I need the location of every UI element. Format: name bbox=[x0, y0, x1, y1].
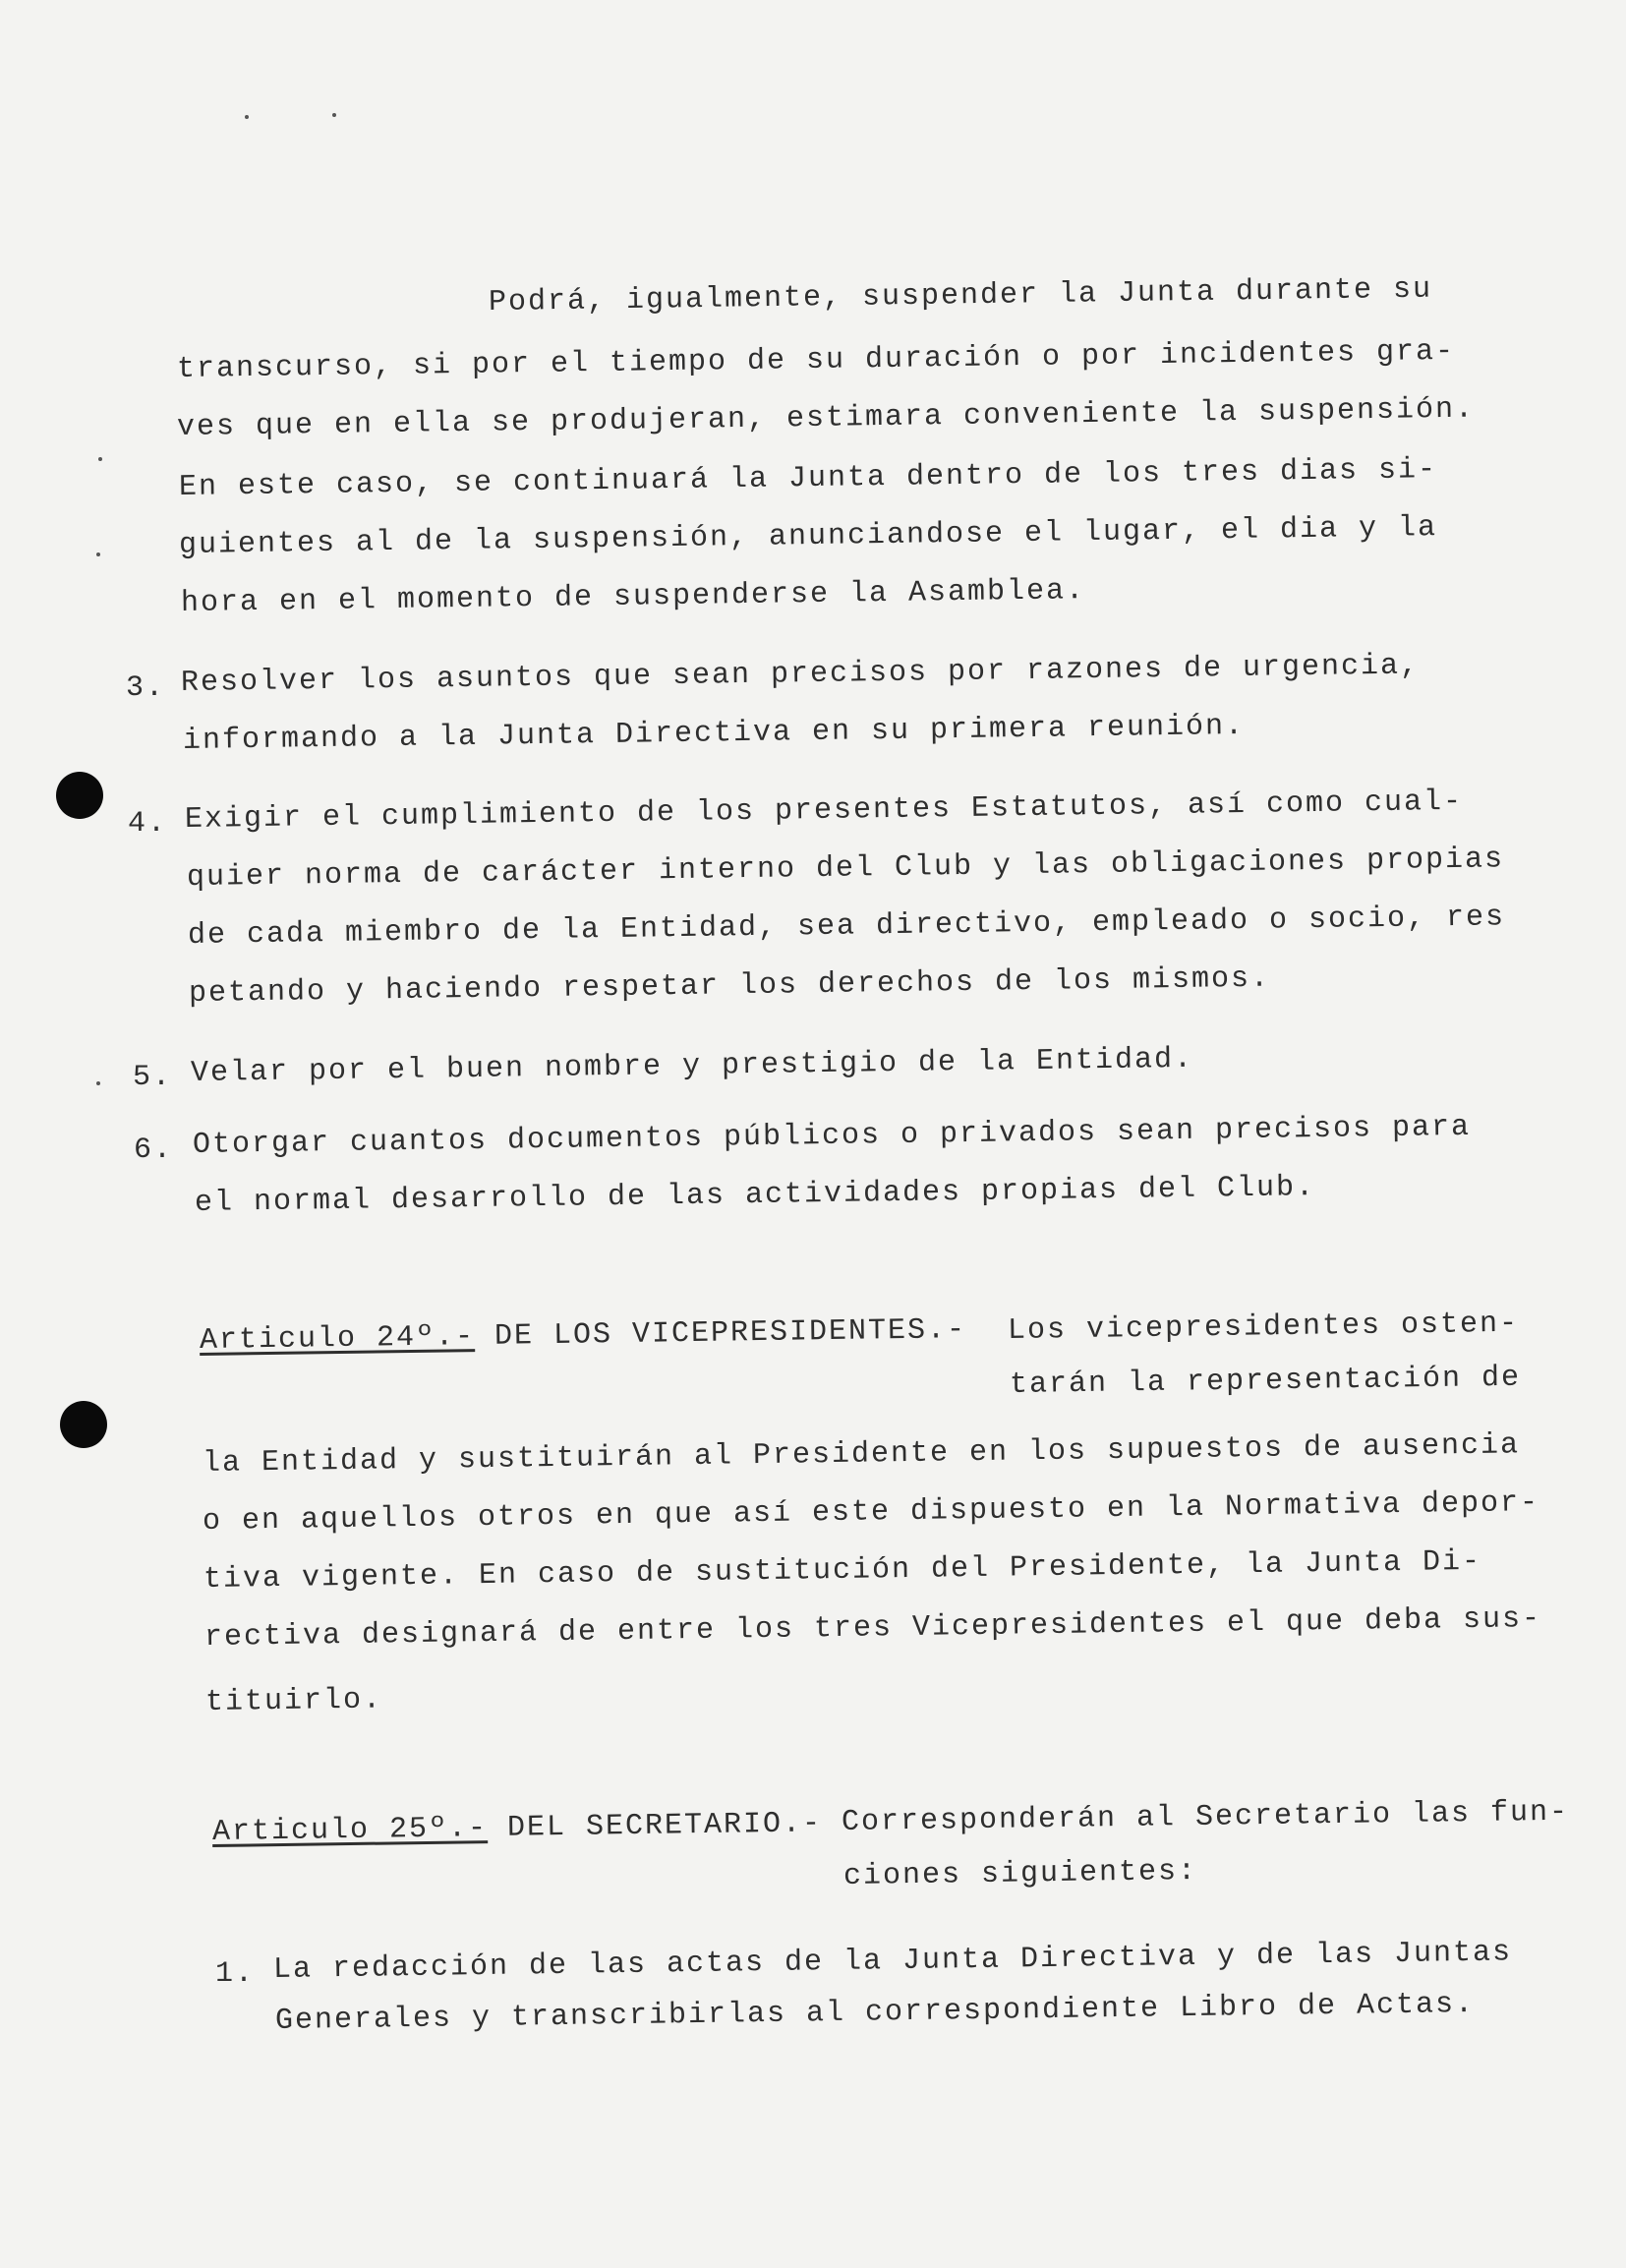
article-24-label: Articulo 24º.- bbox=[199, 1320, 476, 1358]
article-24-line: o en aquellos otros en que así este dispuesto en la Normativa depor- bbox=[202, 1486, 1540, 1539]
speck bbox=[96, 552, 100, 556]
article-25-label: Articulo 25º.- bbox=[211, 1812, 489, 1849]
list-number: 1. bbox=[215, 1957, 256, 1991]
list-item-line: Generales y transcribirlas al correspondiente Libro de Actas. bbox=[274, 1987, 1476, 2038]
list-number: 3. bbox=[126, 671, 166, 705]
paragraph-line: Podrá, igualmente, suspender la Junta durante su bbox=[488, 272, 1433, 320]
list-number: 6. bbox=[134, 1134, 174, 1167]
list-item-line: Exigir el cumplimiento de los presentes Estatutos, así como cual- bbox=[184, 785, 1464, 837]
article-24-line: tiva vigente. En caso de sustitución del Presidente, la Junta Di- bbox=[203, 1544, 1482, 1597]
list-item-line: La redacción de las actas de la Junta Directiva y de las Juntas bbox=[272, 1936, 1513, 1987]
speck bbox=[332, 113, 336, 117]
article-24-heading bbox=[200, 1312, 967, 1359]
list-number: 5. bbox=[133, 1061, 173, 1094]
list-item-line: petando y haciendo respetar los derechos de los mismos. bbox=[188, 961, 1271, 1011]
list-item-line: de cada miembro de la Entidad, sea directivo, empleado o socio, res bbox=[187, 901, 1506, 953]
speck bbox=[245, 115, 249, 119]
list-item-line: informando a la Junta Directiva en su primera reunión. bbox=[182, 709, 1246, 758]
paragraph-line: guientes al de la suspensión, anunciandose el lugar, el dia y la bbox=[178, 511, 1438, 562]
article-24-line: Los vicepresidentes osten- bbox=[1007, 1307, 1520, 1348]
punch-hole-bottom bbox=[60, 1401, 107, 1448]
speck bbox=[96, 1081, 100, 1085]
paragraph-line: En este caso, se continuará la Junta dentro de los tres dias si- bbox=[178, 453, 1438, 504]
list-item-line: Resolver los asuntos que sean precisos por razones de urgencia, bbox=[180, 649, 1421, 700]
article-25-line: Corresponderán al Secretario las fun- bbox=[841, 1795, 1570, 1839]
list-item-line: Velar por el buen nombre y prestigio de la Entidad. bbox=[190, 1042, 1194, 1090]
list-item-line: quier norma de carácter interno del Club y las obligaciones propias bbox=[186, 843, 1505, 895]
list-item-line: el normal desarrollo de las actividades propias del Club. bbox=[194, 1171, 1316, 1220]
article-25-line: ciones siguientes: bbox=[842, 1854, 1198, 1893]
article-24-line: tituirlo. bbox=[204, 1683, 383, 1719]
article-25-title: DEL SECRETARIO.- bbox=[506, 1807, 823, 1845]
punch-hole-top bbox=[56, 772, 103, 819]
article-24-line: la Entidad y sustituirán al Presidente en los supuestos de ausencia bbox=[202, 1428, 1521, 1481]
article-24-line: rectiva designará de entre los tres Vicepresidentes el que deba sus- bbox=[203, 1602, 1542, 1655]
article-25-heading bbox=[212, 1806, 823, 1850]
list-number: 4. bbox=[128, 807, 168, 841]
paragraph-line: transcurso, si por el tiempo de su duración o por incidentes gra- bbox=[176, 334, 1456, 386]
paragraph-line: hora en el momento de suspenderse la Asamblea. bbox=[180, 574, 1086, 620]
speck bbox=[98, 457, 102, 461]
article-24-title: DE LOS VICEPRESIDENTES.- bbox=[494, 1313, 967, 1354]
list-item-line: Otorgar cuantos documentos públicos o privados sean precisos para bbox=[192, 1110, 1472, 1162]
article-24-line: tarán la representación de bbox=[1009, 1361, 1522, 1402]
paragraph-line: ves que en ella se produjeran, estimara conveniente la suspensión. bbox=[176, 392, 1476, 444]
